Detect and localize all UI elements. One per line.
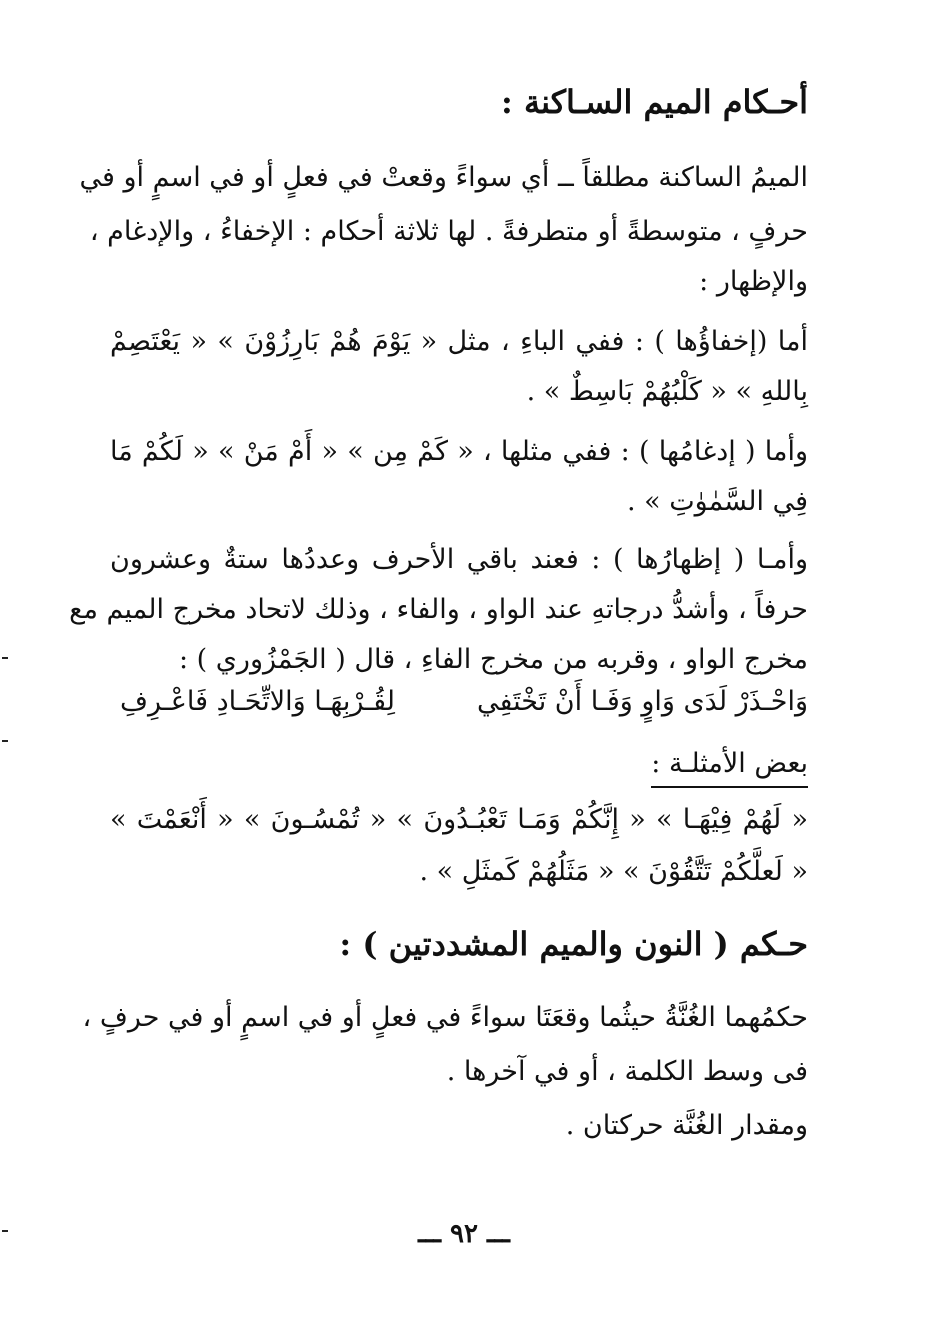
examples-line-2: « لَعلَّكُمْ تَتَّقُوْنَ » « مَثَلُهُمْ كَمثَلِ » . bbox=[419, 856, 808, 887]
page-number: ـــ ٩٢ ـــ bbox=[418, 1219, 510, 1249]
paragraph-4-line-1: وأمـا ( إظهارُها ) : فعند باقي الأحرف وعددُها ستةٌ وعشرون bbox=[110, 544, 808, 575]
examples-line-1: « لَهُمْ فِيْهَـا » « إِنَّكُمْ وَمَـا تَعْبُـدُونَ » « تُمْسُـونَ » « أَنْعَمْتَ » bbox=[110, 804, 808, 835]
paragraph-5-line-2: فى وسط الكلمة ، أو في آخرها . bbox=[446, 1056, 808, 1087]
paragraph-5-line-1: حكمُهما الغُنَّةُ حيثُما وقعَتَا سواءً في فعلٍ أو في اسمٍ أو في حرفٍ ، bbox=[82, 1002, 808, 1033]
paragraph-4-line-3: مخرج الواو ، وقربه من مخرج الفاءِ ، قال ( الجَمْزُوري ) : bbox=[178, 644, 808, 675]
paragraph-4-line-2: حرفاً ، وأشدُّ درجاتهِ عند الواو ، والفاء ، وذلك لاتحاد مخرج الميم مع bbox=[69, 594, 808, 625]
paragraph-5-line-3: ومقدار الغُنَّة حركتان . bbox=[565, 1110, 808, 1141]
paragraph-2-line-2: بِاللهِ » « كَلْبُهُمْ بَاسِطٌ » . bbox=[526, 376, 808, 407]
heading-noon-meem-mushaddad: حـكم ( النون والميم المشددتين ) : bbox=[339, 925, 808, 963]
poem-verse bbox=[110, 682, 808, 726]
paragraph-2-line-1: أما (إخفاؤُها ) : ففي الباءِ ، مثل « يَوْمَ هُمْ بَارِزُوْنَ » « يَعْتَصِمْ bbox=[110, 326, 808, 357]
examples-heading-row bbox=[110, 744, 808, 788]
poem-left-hemistich: لِقُـرْبِهَـا وَالاتِّحَـادِ فَاعْـرِفِ bbox=[120, 686, 396, 717]
paragraph-3-line-2: فِي السَّمٰوٰتِ » . bbox=[626, 486, 808, 517]
paragraph-3-line-1: وأما ( إدغامُها ) : ففي مثلها ، « كَمْ مِن » « أَمْ مَنْ » « لَكُمْ مَا bbox=[110, 436, 808, 467]
paragraph-1-line-1: الميمُ الساكنة مطلقاً ــ أي سواءً وقعتْ في فعلٍ أو في اسمٍ أو في bbox=[79, 162, 808, 193]
examples-heading: بعض الأمثلـة : bbox=[651, 744, 808, 788]
margin-tick-mark bbox=[2, 1230, 8, 1232]
heading-meem-sakinah: أحـكام الميم السـاكنة : bbox=[501, 83, 808, 121]
poem-right-hemistich: وَاحْـذَرْ لَدَى وَاوٍ وَفَـا أَنْ تَخْتَفِي bbox=[476, 686, 808, 717]
paragraph-1-line-3: والإظهار : bbox=[699, 266, 808, 297]
margin-tick-mark bbox=[2, 740, 8, 742]
paragraph-1-line-2: حرفٍ ، متوسطةً أو متطرفةً . لها ثلاثة أحكام : الإخفاءُ ، والإدغام ، bbox=[89, 216, 808, 247]
margin-tick-mark bbox=[2, 657, 8, 659]
